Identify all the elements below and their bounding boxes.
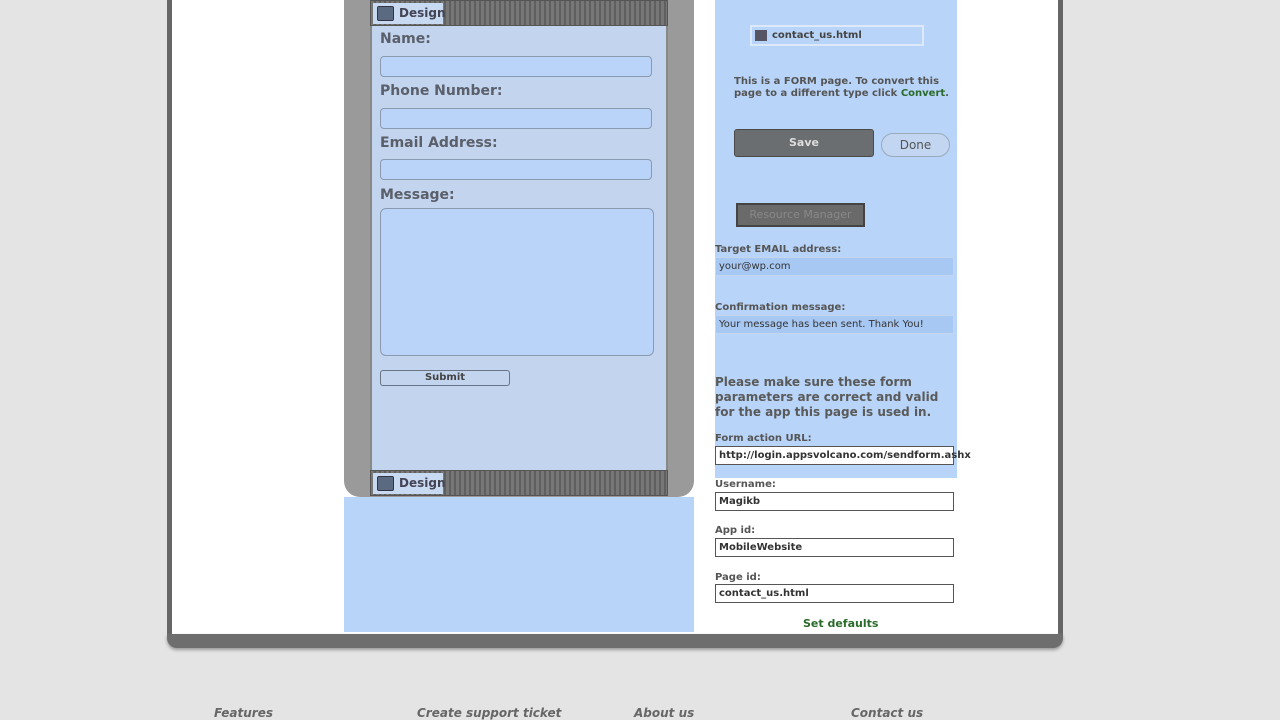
app-id-label: App id: (715, 525, 756, 536)
done-button[interactable]: Done (881, 133, 950, 157)
note-end: . (945, 88, 949, 99)
email-label: Email Address: (380, 135, 498, 151)
phone-input[interactable] (380, 108, 652, 129)
footer-link-contact[interactable]: Contact us (851, 706, 924, 720)
phone-preview (344, 0, 694, 497)
design-toolbar-top (370, 0, 668, 26)
design-tab-top[interactable] (373, 3, 446, 24)
design-icon (377, 476, 394, 491)
file-name: contact_us.html (772, 30, 862, 41)
app-id-input[interactable]: MobileWebsite (715, 538, 954, 557)
confirmation-input[interactable]: Your message has been sent. Thank You! (715, 315, 954, 334)
resource-manager-button[interactable]: Resource Manager (736, 203, 865, 227)
submit-button[interactable]: Submit (380, 370, 510, 386)
footer-link-support[interactable]: Create support ticket (417, 706, 562, 720)
design-icon (377, 6, 394, 21)
username-label: Username: (715, 479, 776, 490)
form-action-input[interactable]: http://login.appsvolcano.com/sendform.ashx (715, 446, 954, 465)
file-name-field[interactable] (750, 25, 924, 46)
design-toolbar-bottom (370, 470, 668, 496)
page-id-input[interactable]: contact_us.html (715, 584, 954, 603)
design-tab-bottom[interactable] (373, 473, 446, 494)
set-defaults-link[interactable]: Set defaults (803, 617, 879, 630)
note-text: This is a FORM page. To convert this page to a different type click (734, 76, 940, 99)
form-action-label: Form action URL: (715, 433, 812, 444)
params-note: Please make sure these form parameters are correct and valid for the app this page is used in. (715, 375, 939, 419)
phone-label: Phone Number: (380, 83, 503, 99)
footer-link-about[interactable]: About us (634, 706, 695, 720)
email-input[interactable] (380, 159, 652, 180)
panel-bottom-bar (167, 634, 1063, 648)
message-textarea[interactable] (380, 208, 654, 356)
form-page-note (734, 76, 959, 100)
page-icon (755, 30, 767, 41)
page-id-label: Page id: (715, 572, 761, 583)
save-button[interactable]: Save (734, 129, 874, 157)
username-input[interactable]: Magikb (715, 492, 954, 511)
design-tab-label: Design (399, 476, 446, 490)
target-email-label: Target EMAIL address: (715, 244, 842, 255)
message-label: Message: (380, 187, 455, 203)
target-email-input[interactable]: your@wp.com (715, 257, 954, 276)
footer-link-features[interactable]: Features (214, 706, 273, 720)
name-label: Name: (380, 31, 431, 47)
name-input[interactable] (380, 56, 652, 77)
confirmation-label: Confirmation message: (715, 302, 846, 313)
design-tab-label: Design (399, 6, 446, 20)
convert-link[interactable]: Convert (900, 88, 946, 99)
preview-area (344, 497, 694, 632)
